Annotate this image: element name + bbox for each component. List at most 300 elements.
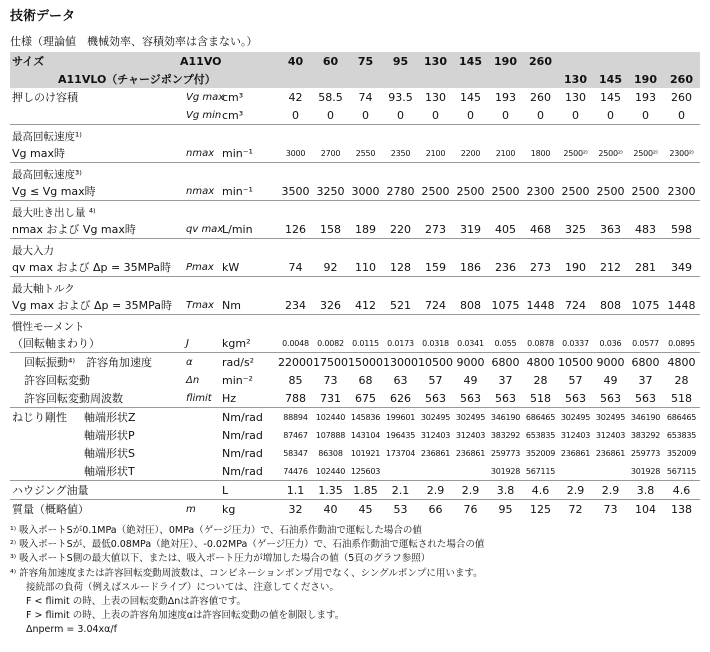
value-cell [453, 70, 488, 88]
value-cell: 2300²⁾ [669, 148, 694, 158]
value-cell: 383292 [630, 430, 661, 440]
value-cell: 93.5 [388, 90, 413, 104]
flow-unit: L/min [222, 222, 253, 236]
accel-label [10, 353, 180, 372]
value-cell: 193 [635, 90, 656, 104]
value-cell: 0.0318 [422, 338, 449, 348]
value-cell: 1.1 [278, 481, 313, 500]
value-cell: 346190 [628, 408, 663, 427]
value-cell: 259773 [490, 448, 521, 458]
value-cell: 190 [565, 260, 586, 274]
value-cell: 6800 [628, 353, 663, 372]
speedvar-unit: min⁻² [222, 373, 253, 387]
value-cell: 0 [327, 108, 334, 122]
value-cell: 58347 [283, 448, 308, 458]
value-cell: 2.9 [558, 481, 593, 500]
footnote-1: ¹⁾ 吸入ポートSが0.1MPa（絶対圧）、0MPa（ゲージ圧力）で、石油系作動油で運転した場合の値 [10, 525, 422, 536]
value-cell: 0 [397, 108, 404, 122]
footnotes [10, 524, 700, 638]
torque-label: Vg max および Δp = 35MPa時 [12, 299, 173, 312]
speed3-caption: 最高回転速度³⁾ [10, 163, 700, 183]
row-accel [10, 353, 700, 372]
value-cell: 563 [425, 391, 446, 405]
value-cell: 3.8 [628, 481, 663, 500]
value-cell: 0 [572, 108, 579, 122]
value-cell [628, 52, 663, 70]
row-flow [10, 220, 700, 239]
value-cell [418, 462, 453, 481]
value-cell: 626 [390, 391, 411, 405]
value-cell: 0 [292, 108, 299, 122]
value-cell: 2500 [421, 184, 450, 198]
speedvar-label: 許容回転変動 [24, 374, 90, 387]
value-cell: 128 [390, 260, 411, 274]
oil-symbol [180, 481, 218, 500]
value-cell: 190 [628, 70, 663, 88]
value-cell: 0.0577 [632, 338, 659, 348]
value-cell: 220 [390, 222, 411, 236]
value-cell: 518 [530, 391, 551, 405]
row-shaftZ [10, 408, 700, 427]
flow-label: nmax および Vg max時 [12, 223, 136, 236]
value-cell: 73 [323, 373, 338, 387]
value-cell: 1.35 [313, 481, 348, 500]
value-cell: 1.85 [348, 481, 383, 500]
value-cell: 92 [323, 260, 338, 274]
value-cell: 468 [530, 222, 551, 236]
value-cell: 563 [600, 391, 621, 405]
freq-symbol: flimit [186, 392, 212, 404]
value-cell: 2.9 [593, 481, 628, 500]
value-cell: 193 [495, 90, 516, 104]
shaftZ-symbol [180, 408, 218, 427]
value-cell: 68 [358, 373, 373, 387]
footnote-4: ⁴⁾ 許容角加速度または許容回転変動周波数は、コンビネーションポンプ用でなく、シングルポンプに用います。 [10, 567, 483, 579]
value-cell [418, 70, 453, 88]
value-cell: 0.0173 [387, 338, 414, 348]
value-cell: 126 [285, 222, 306, 236]
value-cell: 312403 [420, 430, 451, 440]
value-cell: 312403 [595, 430, 626, 440]
value-cell: 302495 [558, 408, 593, 427]
freq-label: 許容回転変動周波数 [24, 392, 123, 405]
value-cell: 130 [418, 52, 453, 70]
value-cell: 518 [671, 391, 692, 405]
value-cell: 45 [348, 500, 383, 519]
value-cell: 0.0048 [282, 338, 309, 348]
footnote-3: ³⁾ 吸入ポートS側の最大値以下、または、吸入ポート圧力が増加した場合の値（5頁のグラフ参照） [10, 553, 431, 565]
value-cell: 0.0082 [317, 338, 344, 348]
oil-label: ハウジング油量 [10, 481, 180, 500]
value-cell: 1075 [491, 298, 520, 312]
mass-unit: kg [218, 500, 278, 519]
value-cell: 2.1 [383, 481, 418, 500]
value-cell: 563 [565, 391, 586, 405]
value-cell: 4.6 [663, 481, 700, 500]
value-cell: 2700 [320, 148, 341, 158]
value-cell: 10500 [418, 353, 453, 372]
flow-caption: 最大吐き出し量 ⁴⁾ [10, 201, 700, 221]
value-cell: 483 [635, 222, 656, 236]
speed3-unit: min⁻¹ [222, 184, 253, 198]
value-cell: 808 [460, 298, 481, 312]
value-cell: 57 [568, 373, 583, 387]
inertia-symbol: J [186, 337, 189, 349]
value-cell: 212 [600, 260, 621, 274]
shaftZ-name: 軸端形状Z [84, 411, 136, 424]
value-cell: 0.0878 [527, 338, 554, 348]
value-cell: 110 [355, 260, 376, 274]
value-cell: 2500²⁾ [598, 148, 623, 158]
value-cell: 49 [463, 373, 478, 387]
speed1-caption: 最高回転速度¹⁾ [10, 125, 700, 145]
value-cell: 186 [460, 260, 481, 274]
freq-unit: Hz [222, 391, 237, 405]
shaftS-label [10, 444, 180, 462]
value-cell: 190 [488, 52, 523, 70]
value-cell: 76 [453, 500, 488, 519]
value-cell: 66 [418, 500, 453, 519]
value-cell: 724 [425, 298, 446, 312]
value-cell: 731 [320, 391, 341, 405]
value-cell: 302495 [418, 408, 453, 427]
value-cell: 236 [495, 260, 516, 274]
mass-symbol: m [180, 500, 218, 519]
speed1-symbol: nmax [186, 147, 215, 159]
value-cell: 9000 [453, 353, 488, 372]
shaftP-symbol [180, 426, 218, 444]
flow-caption-row [10, 201, 700, 221]
value-cell: 0 [642, 108, 649, 122]
value-cell: 259773 [630, 448, 661, 458]
value-cell: 234 [285, 298, 306, 312]
value-cell: 319 [460, 222, 481, 236]
row-power [10, 258, 700, 277]
value-cell: 2500 [631, 184, 660, 198]
footnote-4-case-higher: F > flimit の時、上表の許容角加速度αは許容回転変動の値を制限します。 [26, 610, 345, 622]
power-label: qv max および Δp = 35MPa時 [12, 261, 172, 274]
speed1-label: Vg max時 [12, 147, 65, 160]
value-cell: 0 [678, 108, 685, 122]
shaftS-unit: Nm/rad [222, 446, 263, 460]
row-oil [10, 481, 700, 500]
value-cell: 352009 [666, 448, 697, 458]
value-cell: 3000 [285, 148, 306, 158]
value-cell: 412 [355, 298, 376, 312]
speed3-symbol: nmax [186, 185, 215, 197]
value-cell: 1075 [631, 298, 660, 312]
value-cell: 145 [453, 52, 488, 70]
row-disp_max [10, 88, 700, 106]
value-cell: 196435 [385, 430, 416, 440]
value-cell: 236861 [420, 448, 451, 458]
value-cell: 349 [671, 260, 692, 274]
value-cell: 199601 [383, 408, 418, 427]
value-cell [313, 70, 348, 88]
value-cell: 15000 [348, 353, 383, 372]
value-cell: 3000 [351, 184, 380, 198]
value-cell: 567115 [525, 466, 556, 476]
shaftT-unit: Nm/rad [222, 464, 263, 478]
value-cell: 808 [600, 298, 621, 312]
torque-caption: 最大軸トルク [10, 277, 700, 297]
value-cell: 273 [530, 260, 551, 274]
disp_min-label [10, 106, 180, 125]
value-cell: 130 [558, 70, 593, 88]
value-cell: 2200 [460, 148, 481, 158]
value-cell [663, 52, 700, 70]
value-cell: 58.5 [318, 90, 343, 104]
value-cell: 0.036 [599, 338, 622, 348]
shaftT-symbol [180, 462, 218, 481]
value-cell: 653835 [525, 430, 556, 440]
value-cell: 2350 [390, 148, 411, 158]
value-cell: 273 [425, 222, 446, 236]
torsion-group-label: ねじり剛性 [12, 411, 67, 424]
value-cell: 2500²⁾ [563, 148, 588, 158]
disp_max-unit: cm³ [222, 90, 244, 104]
footnote-4-detail: 接続部の負荷（例えばスルードライブ）については、注意してください。 [26, 581, 339, 593]
value-cell: 2500 [596, 184, 625, 198]
value-cell: 88894 [278, 408, 313, 427]
value-cell: 598 [671, 222, 692, 236]
value-cell: 138 [663, 500, 700, 519]
value-cell: 724 [565, 298, 586, 312]
value-cell: 85 [288, 373, 303, 387]
value-cell: 28 [674, 373, 689, 387]
value-cell: 143104 [350, 430, 381, 440]
value-cell: 236861 [455, 448, 486, 458]
value-cell: 6800 [488, 353, 523, 372]
value-cell: 145 [460, 90, 481, 104]
inertia-caption-row [10, 315, 700, 335]
speedvar-symbol: Δn [186, 374, 200, 386]
value-cell: 28 [533, 373, 548, 387]
value-cell: 63 [393, 373, 408, 387]
value-cell: 2.9 [418, 481, 453, 500]
value-cell: 74476 [283, 466, 308, 476]
value-cell: 95 [488, 500, 523, 519]
value-cell: 2500²⁾ [633, 148, 658, 158]
value-cell: 2300 [667, 184, 696, 198]
row-torque [10, 296, 700, 315]
value-cell: 95 [383, 52, 418, 70]
value-cell: 653835 [666, 430, 697, 440]
value-cell: 102440 [313, 408, 348, 427]
row-shaftP [10, 426, 700, 444]
accel-symbol: α [180, 353, 218, 372]
value-cell: 145 [600, 90, 621, 104]
value-cell [593, 52, 628, 70]
torque-unit: Nm [222, 298, 241, 312]
row-disp_min [10, 106, 700, 125]
value-cell: 145836 [348, 408, 383, 427]
value-cell: 363 [600, 222, 621, 236]
value-cell: 1800 [530, 148, 551, 158]
shaftT-name: 軸端形状T [84, 465, 135, 478]
value-cell: 0.0337 [562, 338, 589, 348]
value-cell: 788 [285, 391, 306, 405]
value-cell: 2500 [456, 184, 485, 198]
value-cell: 260 [530, 90, 551, 104]
value-cell: 281 [635, 260, 656, 274]
value-cell: 325 [565, 222, 586, 236]
row-mass [10, 500, 700, 519]
shaftT-label [10, 462, 180, 481]
shaftZ-unit: Nm/rad [218, 408, 278, 427]
value-cell [383, 70, 418, 88]
speed1-caption-row [10, 125, 700, 145]
value-cell: 0 [432, 108, 439, 122]
value-cell: 32 [278, 500, 313, 519]
value-cell: 4.6 [523, 481, 558, 500]
value-cell: 383292 [490, 430, 521, 440]
model-a11vo: A11VO [180, 52, 278, 70]
value-cell: 159 [425, 260, 446, 274]
value-cell: 4800 [523, 353, 558, 372]
value-cell: 53 [383, 500, 418, 519]
value-cell: 1448 [667, 298, 696, 312]
value-cell: 37 [498, 373, 513, 387]
value-cell: 563 [460, 391, 481, 405]
value-cell: 2100 [425, 148, 446, 158]
shaftZ-label [10, 408, 180, 427]
page-title: 技術データ [10, 9, 76, 24]
inertia-caption: 慣性モーメント [10, 315, 700, 335]
shaftS-name: 軸端形状S [84, 447, 135, 460]
row-shaftS [10, 444, 700, 462]
value-cell: 302495 [453, 408, 488, 427]
value-cell: 37 [638, 373, 653, 387]
value-cell: 0 [502, 108, 509, 122]
value-cell: 101921 [350, 448, 381, 458]
row-speedvar [10, 371, 700, 389]
value-cell: 0.055 [494, 338, 517, 348]
value-cell: 301928 [490, 466, 521, 476]
value-cell: 301928 [630, 466, 661, 476]
value-cell: 563 [495, 391, 516, 405]
value-cell: 10500 [558, 353, 593, 372]
value-cell: 2.9 [453, 481, 488, 500]
value-cell: 2550 [355, 148, 376, 158]
value-cell: 57 [428, 373, 443, 387]
footnote-4-formula: Δnperm = 3.04xα/f [26, 624, 117, 636]
value-cell: 0 [467, 108, 474, 122]
value-cell: 0 [537, 108, 544, 122]
value-cell: 49 [603, 373, 618, 387]
value-cell: 107888 [315, 430, 346, 440]
value-cell: 3500 [281, 184, 310, 198]
value-cell: 130 [565, 90, 586, 104]
value-cell: 0 [607, 108, 614, 122]
value-cell: 60 [313, 52, 348, 70]
value-cell: 686465 [523, 408, 558, 427]
row-freq [10, 389, 700, 408]
spec-table [10, 52, 700, 518]
value-cell: 102440 [315, 466, 346, 476]
value-cell: 42 [288, 90, 303, 104]
value-cell: 675 [355, 391, 376, 405]
value-cell [523, 70, 558, 88]
value-cell: 346190 [488, 408, 523, 427]
speed3-label: Vg ≤ Vg max時 [12, 185, 96, 198]
value-cell: 326 [320, 298, 341, 312]
oil-unit: L [218, 481, 278, 500]
value-cell: 567115 [666, 466, 697, 476]
value-cell: 40 [278, 52, 313, 70]
value-cell: 2300 [526, 184, 555, 198]
inertia-label: （回転軸まわり） [12, 337, 100, 350]
value-cell: 125603 [350, 466, 381, 476]
value-cell: 686465 [663, 408, 700, 427]
value-cell: 0.0115 [352, 338, 379, 348]
value-cell: 86308 [318, 448, 343, 458]
row-speed3 [10, 182, 700, 201]
header-row-2 [10, 70, 700, 88]
mass-label: 質量（概略値） [10, 500, 180, 519]
shaftP-label [10, 426, 180, 444]
value-cell: 0.0341 [457, 338, 484, 348]
row-inertia [10, 334, 700, 353]
value-cell: 87467 [283, 430, 308, 440]
speed1-unit: min⁻¹ [222, 146, 253, 160]
disp_max-label: 押しのけ容積 [12, 91, 78, 104]
value-cell: 2780 [386, 184, 415, 198]
value-cell [278, 70, 313, 88]
value-cell: 2500 [491, 184, 520, 198]
value-cell: 302495 [593, 408, 628, 427]
power-caption: 最大入力 [10, 239, 700, 259]
disp_min-unit: cm³ [222, 108, 244, 122]
model-a11vlo: A11VLO（チャージポンプ付） [10, 70, 278, 88]
value-cell: 3250 [316, 184, 345, 198]
value-cell: 236861 [595, 448, 626, 458]
value-cell: 312403 [455, 430, 486, 440]
shaftP-name: 軸端形状P [84, 429, 135, 442]
power-unit: kW [222, 260, 240, 274]
value-cell: 40 [313, 500, 348, 519]
value-cell: 236861 [560, 448, 591, 458]
value-cell: 0 [362, 108, 369, 122]
value-cell: 260 [671, 90, 692, 104]
value-cell: 4800 [663, 353, 700, 372]
value-cell: 72 [558, 500, 593, 519]
row-shaftT [10, 462, 700, 481]
value-cell: 352009 [525, 448, 556, 458]
value-cell: 405 [495, 222, 516, 236]
value-cell: 2100 [495, 148, 516, 158]
vibration-group-label: 回転振動⁴⁾ [24, 356, 76, 369]
accel-label: 許容角加速度 [86, 356, 152, 369]
value-cell [453, 462, 488, 481]
value-cell: 125 [523, 500, 558, 519]
header-row-1 [10, 52, 700, 70]
inertia-unit: kgm² [222, 336, 251, 350]
value-cell: 563 [635, 391, 656, 405]
row-speed1 [10, 144, 700, 163]
value-cell: 3.8 [488, 481, 523, 500]
value-cell: 17500 [313, 353, 348, 372]
shaftS-symbol [180, 444, 218, 462]
value-cell: 75 [348, 52, 383, 70]
value-cell: 130 [425, 90, 446, 104]
power-caption-row [10, 239, 700, 259]
value-cell: 521 [390, 298, 411, 312]
power-symbol: Pmax [186, 261, 214, 273]
value-cell: 0.0895 [668, 338, 695, 348]
value-cell: 104 [628, 500, 663, 519]
size-label: サイズ [10, 52, 180, 70]
